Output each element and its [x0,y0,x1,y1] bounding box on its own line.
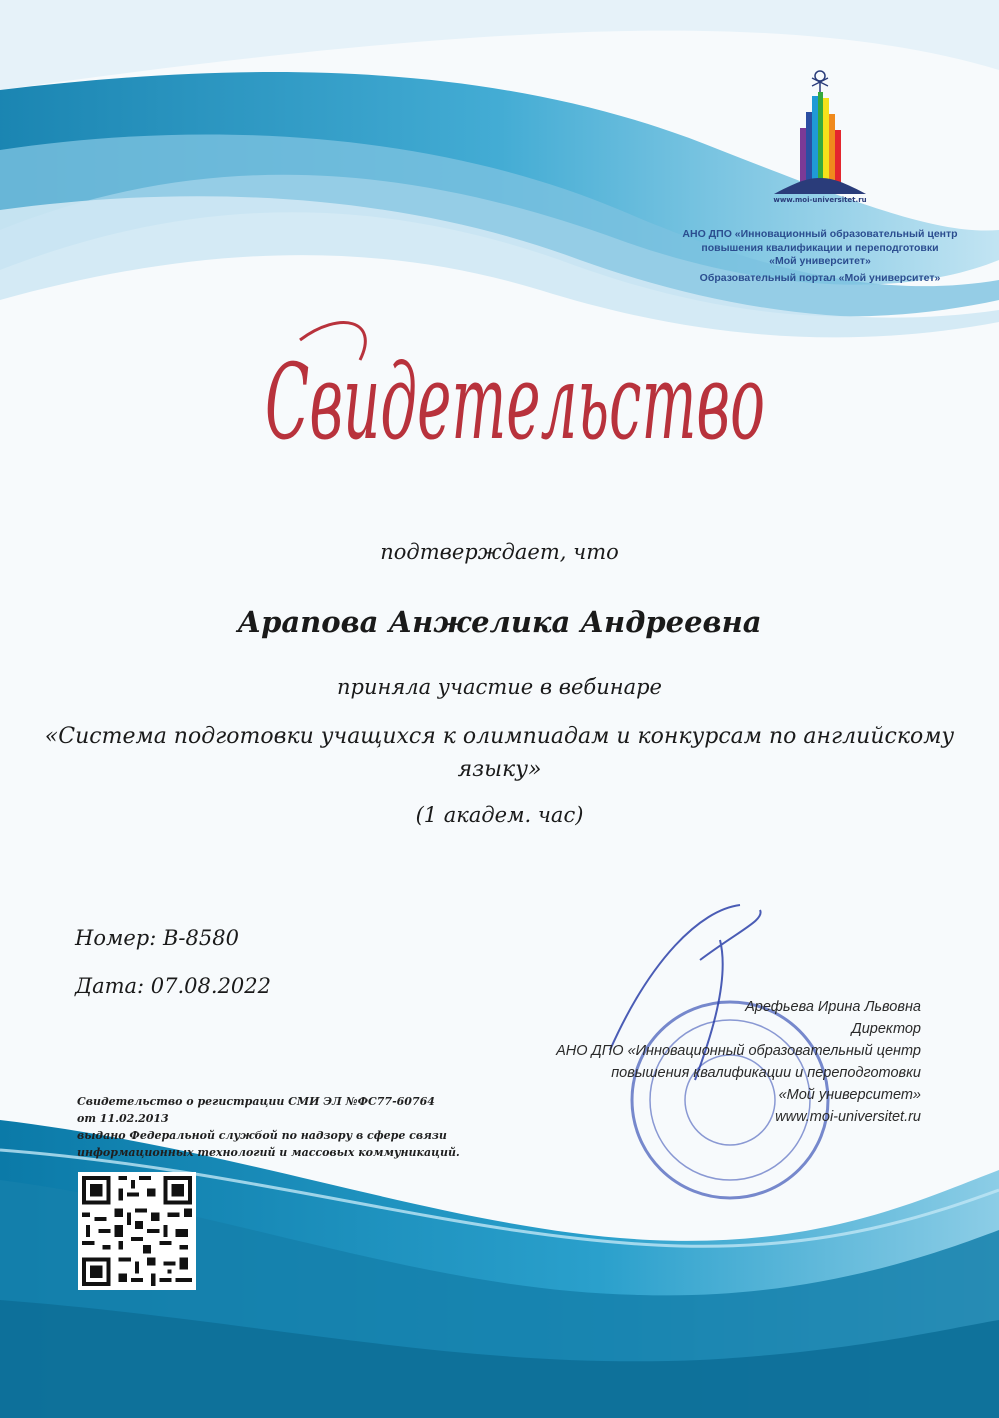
registration-line: выдано Федеральной службой по надзору в сфере связи [77,1129,447,1142]
certificate-number: Номер: В-8580 [75,926,239,950]
certificate-title [0,300,999,500]
signatory-org-line: АНО ДПО «Инновационный образовательный центр [556,1043,921,1059]
webinar-topic [0,720,999,786]
registration-line: от 11.02.2013 [77,1112,169,1125]
logo-url: www.moi-universitet.ru [773,196,867,204]
certificate-date: Дата: 07.08.2022 [75,974,272,998]
signatory-position: Директор [851,1021,921,1037]
webinar-topic-line: «Система подготовки учащихся к олимпиадам и конкурсам по английскому [44,724,955,749]
hours-text: (1 академ. час) [415,803,584,827]
signatory-name: Арефьева Ирина Львовна [745,999,921,1015]
webinar-topic-line: языку» [457,757,542,782]
university-logo-icon [770,68,870,196]
registration-info [77,1093,557,1161]
signatory-org-line: повышения квалификации и переподготовки [611,1065,921,1081]
qr-code-icon [78,1172,196,1290]
signatory-org-line: «Мой университет» [778,1087,921,1103]
org-line: «Мой университет» [769,255,871,267]
org-line: АНО ДПО «Инновационный образовательный центр [682,228,958,240]
org-line: повышения квалификации и переподготовки [701,241,939,254]
participation-text: приняла участие в вебинаре [337,675,662,699]
registration-line: Свидетельство о регистрации СМИ ЭЛ №ФС77-60764 [77,1095,435,1108]
recipient-name: Арапова Анжелика Андреевна [237,605,762,639]
organization-name [650,228,990,285]
org-line: Образовательный портал «Мой университет» [699,271,941,284]
signatory-website: www.moi-universitet.ru [775,1109,921,1125]
certificate-title-text: Свидетельство [265,341,765,463]
confirms-text: подтверждает, что [380,540,619,564]
registration-line: информационных технологий и массовых коммуникаций. [77,1146,460,1159]
